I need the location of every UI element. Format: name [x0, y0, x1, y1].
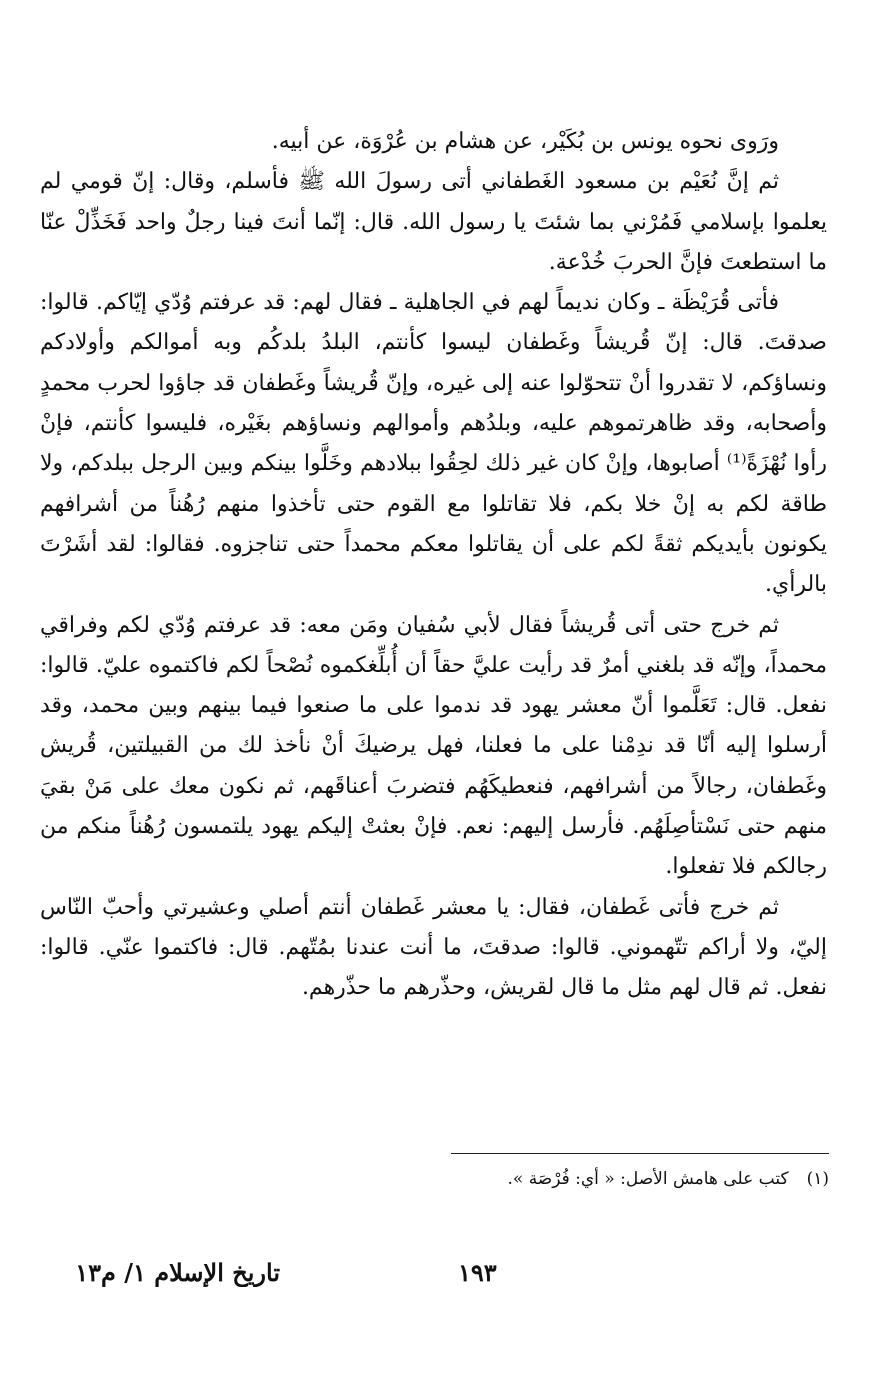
paragraph-4: ثم خرج حتى أتى قُريشاً فقال لأبي سُفيان ومَن معه: قد عرفتم وُدّي لكم وفراقي محمداً، وإنّه قد بلغني أمرٌ قد رأيت عليَّ حقاً أن أُبلِّغكموه نُصْحاً لكم فاكتموه عليّ. قالوا: نفعل. قال: تَعَلَّموا أنّ معشر يهود قد ندموا على ما صنعوا فيما بينهم وبين محمد، وقد أرسلوا إليه أنّا قد ندِمْنا على ما فعلنا، فهل يرضيكَ أنْ نأخذ لك من القبيلتين، قُريش وغَطفان، رجالاً من أشرافهم، فنعطيكَهُم فتضربَ أعناقَهم، ثم نكون معك على مَنْ بقيَ منهم حتى نَسْتأصِلَهُم. فأرسل إليهم: نعم. فإنْ بعثتْ إليكم يهود يلتمسون رُهُناً منكم من رجالكم فلا تفعلوا. [40, 612, 827, 880]
running-title: تاريخ الإسلام ١/ م١٣ [75, 1258, 280, 1287]
page-number: ١٩٣ [458, 1258, 497, 1287]
paragraph-2: ثم إنَّ نُعَيْم بن مسعود الغَطفاني أتى رسولَ الله ﷺ فأسلم، وقال: إنّ قومي لم يعلموا بإسلامي فَمُرْني بما شئتَ يا رسول الله. قال: إنّما أنتَ فينا رجلٌ واحد فَخَذِّلْ عنّا ما استطعتَ فإنَّ الحربَ خُدْعة. [40, 169, 827, 275]
footnote-text: كتب على هامش الأصل: « أي: فُرْصَة ». [507, 1169, 789, 1189]
main-text [40, 122, 827, 1009]
footnote-marker: (١) [806, 1169, 829, 1189]
paragraph-3: فأتى قُرَيْظَة ـ وكان نديماً لهم في الجاهلية ـ فقال لهم: قد عرفتم وُدّي إيّاكم. قالوا: صدقتَ. قال: إنّ قُريشاً وغَطفان ليسوا كأنتم، البلدُ بلدكُم وبه أموالكم وأولادكم ونساؤكم، لا تقدروا أنْ تتحوّلوا عنه إلى غيره، وإنّ قُريشاً وغَطفان قد جاؤوا لحرب محمدٍ وأصحابه، وقد ظاهرتموهم عليه، وبلدُهم وأموالهم ونساؤهم بغَيْره، فليسوا كأنتم، فإنْ رأوا نُهْزَةً⁽¹⁾ أصابوها، وإنْ كان غير ذلك لحِقُوا ببلادهم وخَلَّوا بينكم وبين الرجل ببلدكم، ولا طاقة لكم به إنْ خلا بكم، فلا تقاتلوا مع القوم حتى تأخذوا منهم رُهُناً من أشرافهم يكونون بأيديكم ثقةً لكم على أن يقاتلوا معكم محمداً حتى تناجزوه. فقالوا: لقد أشَرْتَ بالرأي. [40, 290, 827, 598]
footnote [40, 1166, 829, 1192]
page-footer [0, 1258, 873, 1298]
footnote-separator [451, 1153, 829, 1154]
paragraph-1: ورَوى نحوه يونس بن بُكَيْر، عن هشام بن عُرْوَة، عن أبيه. [271, 129, 779, 154]
paragraph-5: ثم خرج فأتى غَطفان، فقال: يا معشر غَطفان أنتم أصلي وعشيرتي وأحبّ النّاس إليّ، ولا أراكم تتّهموني. قالوا: صدقتَ، ما أنت عندنا بمُتّهم. قال: فاكتموا عنّي. قالوا: نفعل. ثم قال لهم مثل ما قال لقريش، وحذّرهم ما حذّرهم. [40, 894, 827, 1001]
